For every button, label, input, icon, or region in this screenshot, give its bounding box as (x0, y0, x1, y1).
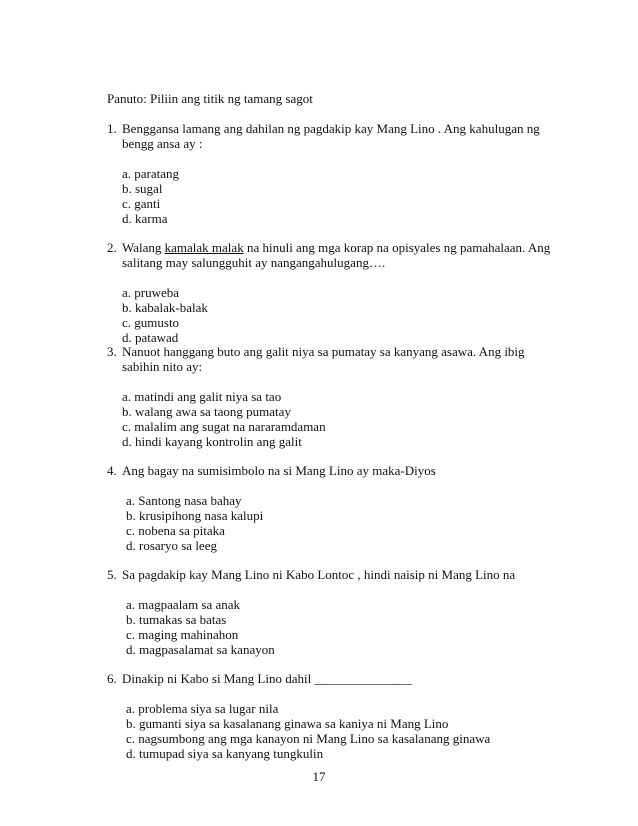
option-item: c. maging mahinahon (126, 627, 239, 642)
question-number: 6. (107, 671, 117, 686)
option-item: d. karma (122, 211, 168, 226)
instructions: Panuto: Piliin ang titik ng tamang sagot (107, 91, 313, 106)
question-text: Dinakip ni Kabo si Mang Lino dahil _______________ (122, 671, 412, 686)
option-item: c. nagsumbong ang mga kanayon ni Mang Lino sa kasalanang ginawa (126, 731, 491, 746)
question-text (122, 240, 550, 255)
option-item: a. Santong nasa bahay (126, 493, 242, 508)
question-text: Ang bagay na sumisimbolo na si Mang Lino ay maka-Diyos (122, 463, 436, 478)
question-text-continued: bengg ansa ay : (122, 136, 203, 151)
question-text-continued: sabihin nito ay: (122, 359, 203, 374)
option-item: d. tumupad siya sa kanyang tungkulin (126, 746, 324, 761)
option-item: b. krusipihong nasa kalupi (126, 508, 264, 523)
option-item: d. rosaryo sa leeg (126, 538, 217, 553)
page-number: 17 (312, 769, 326, 784)
question-text: Nanuot hanggang buto ang galit niya sa pumatay sa kanyang asawa. Ang ibig (122, 344, 525, 359)
option-item: c. malalim ang sugat na nararamdaman (122, 419, 326, 434)
option-item: c. nobena sa pitaka (126, 523, 225, 538)
option-item: a. matindi ang galit niya sa tao (122, 389, 282, 404)
option-item: b. walang awa sa taong pumatay (122, 404, 291, 419)
option-item: a. problema siya sa lugar nila (126, 701, 279, 716)
option-item: b. gumanti siya sa kasalanang ginawa sa kaniya ni Mang Lino (126, 716, 449, 731)
option-item: a. magpaalam sa anak (126, 597, 241, 612)
option-item: a. pruweba (122, 285, 180, 300)
underlined-word: kamalak malak (164, 240, 244, 255)
question-number: 4. (107, 463, 117, 478)
question-text-post: na hinuli ang mga korap na opisyales ng pamahalaan. Ang (243, 240, 551, 255)
option-item: c. ganti (122, 196, 161, 211)
option-item: c. gumusto (122, 315, 180, 330)
question-text-continued: salitang may salungguhit ay nangangahulugang…. (122, 255, 386, 270)
option-item: b. tumakas sa batas (126, 612, 227, 627)
question-number: 2. (107, 240, 117, 255)
option-item: b. sugal (122, 181, 163, 196)
option-item: a. paratang (122, 166, 180, 181)
question-text-pre: Walang (122, 240, 165, 255)
option-item: d. patawad (122, 330, 179, 345)
option-item: b. kabalak-balak (122, 300, 208, 315)
question-number: 1. (107, 121, 117, 136)
option-item: d. magpasalamat sa kanayon (126, 642, 275, 657)
question-number: 3. (107, 344, 117, 359)
option-item: d. hindi kayang kontrolin ang galit (122, 434, 302, 449)
question-text: Sa pagdakip kay Mang Lino ni Kabo Lontoc , hindi naisip ni Mang Lino na (122, 567, 516, 582)
question-number: 5. (107, 567, 117, 582)
question-text: Benggansa lamang ang dahilan ng pagdakip kay Mang Lino . Ang kahulugan ng (122, 121, 540, 136)
